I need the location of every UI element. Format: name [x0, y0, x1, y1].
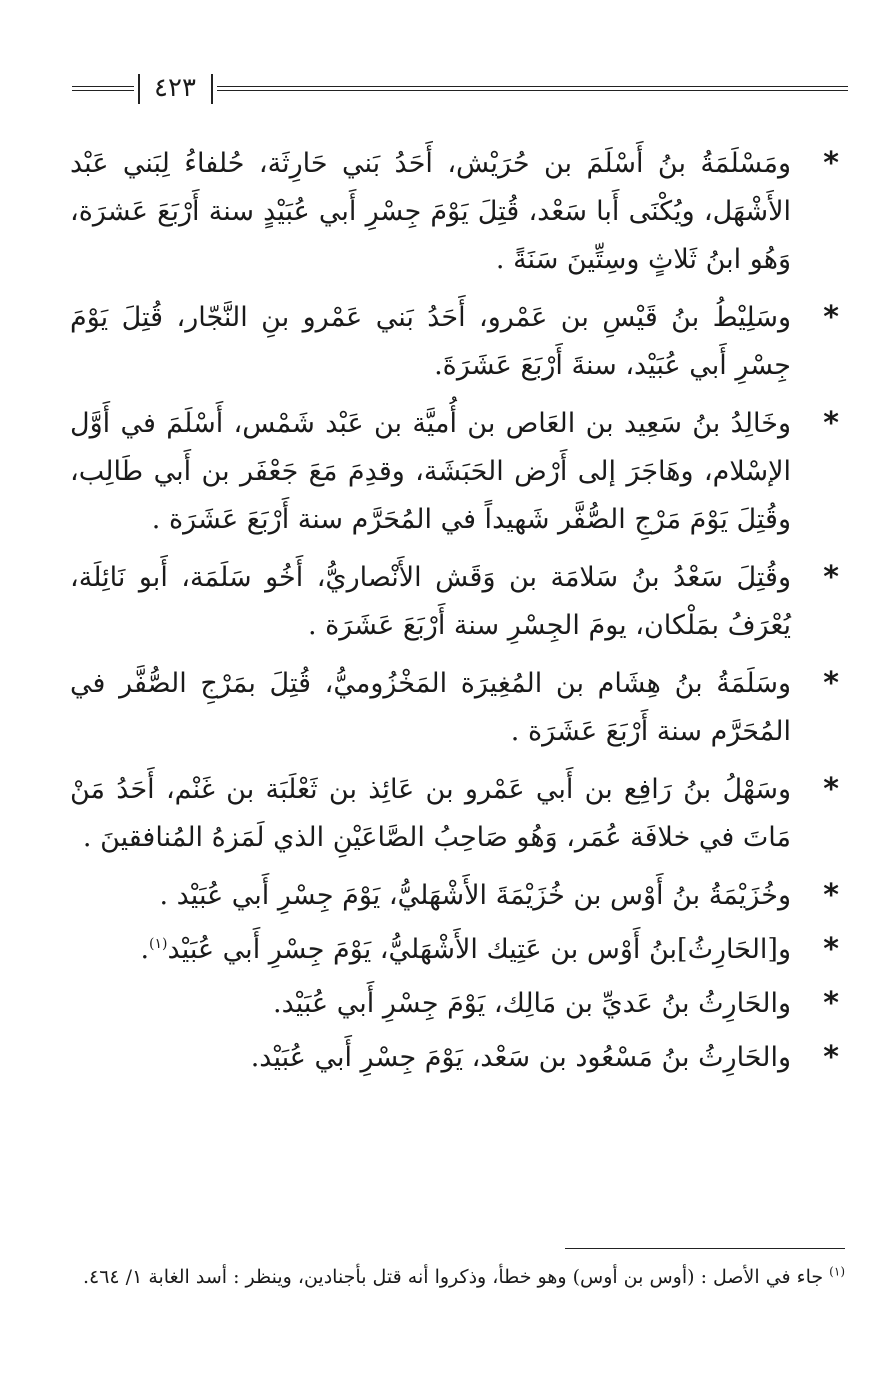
list-item [70, 294, 845, 390]
header-bar-left [138, 74, 140, 104]
entry-text: ومَسْلَمَةُ بنُ أَسْلَمَ بن حُرَيْش، أَحَدُ بَني حَارِثَة، حُلفاءُ لِبَني عَبْد الأَشْهَل، ويُكْنَى أَبا سَعْد، قُتِلَ يَوْمَ جِسْرِ أَبي عُبَيْدٍ سنة أَرْبَعَ عَشرَة، وَهُو ابنُ ثَلاثٍ وسِتِّينَ سَنَةً . [70, 148, 791, 275]
asterisk-bullet-icon: * [823, 1040, 839, 1075]
header-rule-right [217, 86, 848, 91]
entry-text: وسَلِيْطُ بنُ قَيْسِ بن عَمْرو، أَحَدُ بَني عَمْرو بنِ النَّجّار، قُتِلَ يَوْمَ جِسْرِ أَبي عُبَيْد، سنةَ أَرْبَعَ عَشَرَةَ. [70, 302, 791, 381]
asterisk-bullet-icon: * [823, 666, 839, 701]
list-item [70, 554, 845, 650]
entry-text: وسَهْلُ بنُ رَافِع بن أَبي عَمْرو بن عَائِذ بن ثَعْلَبَة بن غَنْم، أَحَدُ مَنْ مَاتَ في خلافَة عُمَر، وَهُو صَاحِبُ الصَّاعَيْنِ الذي لَمَزهُ المُنافقينَ . [70, 774, 791, 853]
footnote-text: جاء في الأصل : (أوس بن أوس) وهو خطأ، وذكروا أنه قتل بأجنادين، وينظر : أسد الغابة ١/ ٤٦٤. [82, 1266, 824, 1288]
footnote-divider [565, 1248, 845, 1249]
entry-text: والحَارِثُ بنُ عَديِّ بن مَالِك، يَوْمَ جِسْرِ أَبي عُبَيْد. [272, 988, 791, 1019]
list-item [70, 660, 845, 756]
entry-text: وخُزَيْمَةُ بنُ أَوْس بن خُزَيْمَةَ الأَشْهَليُّ، يَوْمَ جِسْرِ أَبي عُبَيْد . [159, 880, 791, 911]
asterisk-bullet-icon: * [823, 878, 839, 913]
asterisk-bullet-icon: * [823, 300, 839, 335]
asterisk-bullet-icon: * [823, 560, 839, 595]
footnote [55, 1260, 845, 1294]
asterisk-bullet-icon: * [823, 406, 839, 441]
asterisk-bullet-icon: * [823, 772, 839, 807]
asterisk-bullet-icon: * [823, 986, 839, 1021]
list-item [70, 1034, 845, 1082]
asterisk-bullet-icon: * [823, 932, 839, 967]
main-text [70, 140, 845, 1088]
list-item [70, 872, 845, 920]
entry-text-end: . [140, 934, 150, 965]
header-rule-left [72, 86, 134, 91]
entry-text: وقُتِلَ سَعْدُ بنُ سَلامَة بن وَقَش الأَنْصاريُّ، أَخُو سَلَمَة، أَبو نَائِلَة، يُعْرَفُ بمَلْكان، يومَ الجِسْرِ سنة أَرْبَعَ عَشَرَة . [70, 562, 791, 641]
list-item [70, 766, 845, 862]
list-item [70, 400, 845, 544]
list-item [70, 926, 845, 974]
page-number: ٤٢٣ [154, 73, 196, 103]
asterisk-bullet-icon: * [823, 146, 839, 181]
page-header [72, 68, 848, 108]
footnote-reference[interactable]: (١) [149, 936, 168, 952]
entry-text-main: و[الحَارِثُ]بنُ أَوْس بن عَتِيك الأَشْهَليُّ، يَوْمَ جِسْرِ أَبي عُبَيْد [167, 934, 791, 965]
header-bar-right [211, 74, 213, 104]
footnote-number: (١) [829, 1264, 845, 1279]
entry-text [70, 926, 791, 974]
entry-text: وخَالِدُ بنُ سَعِيد بن العَاص بن أُميَّة بن عَبْد شَمْس، أَسْلَمَ في أَوَّل الإسْلام، وهَاجَرَ إلى أَرْض الحَبَشَة، وقدِمَ مَعَ جَعْفَر بن أَبي طَالِب، وقُتِلَ يَوْمَ مَرْجِ الصُّفَّر شَهيداً في المُحَرَّم سنة أَرْبَعَ عَشَرَة . [70, 408, 791, 535]
entry-text: والحَارِثُ بنُ مَسْعُود بن سَعْد، يَوْمَ جِسْرِ أَبي عُبَيْد. [250, 1042, 791, 1073]
list-item [70, 140, 845, 284]
list-item [70, 980, 845, 1028]
entry-text: وسَلَمَةُ بنُ هِشَام بن المُغِيرَة المَخْزُوميُّ، قُتِلَ بمَرْجِ الصُّفَّر في المُحَرَّم سنة أَرْبَعَ عَشَرَة . [70, 668, 791, 747]
